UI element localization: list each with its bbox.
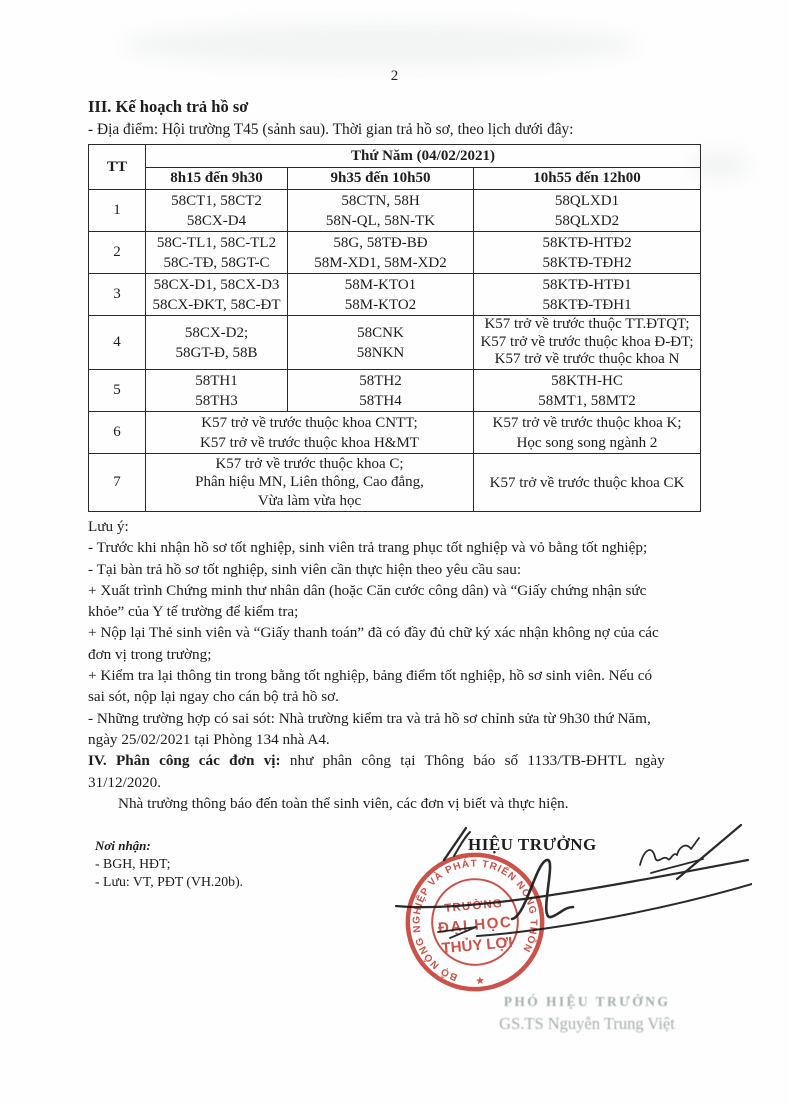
time-header-cell: 9h35 đến 10h50 <box>288 168 474 190</box>
section-3 <box>88 95 728 141</box>
slot12-cell <box>146 412 474 454</box>
deputy-signer-name: GS.TS Nguyễn Trung Việt <box>499 1014 675 1033</box>
text-line: 58M-XD1, 58M-XD2 <box>314 254 447 271</box>
stamp-center-line3: THỦY LỢI <box>440 934 514 958</box>
slot2-cell <box>288 274 474 316</box>
table-row <box>89 454 701 512</box>
stamp-star-icon: ★ <box>474 974 486 988</box>
text-line: 58KTH-HC <box>551 372 623 389</box>
tt-cell: 2 <box>89 232 146 274</box>
text-line: - Lưu: VT, PĐT (VH.20b). <box>95 874 244 889</box>
text-line: K57 trở về trước thuộc khoa Đ-ĐT; <box>480 333 694 350</box>
text-line: 58MT1, 58MT2 <box>538 392 636 409</box>
recipients-label: Nơi nhận: <box>95 838 151 853</box>
slot2-cell <box>288 190 474 232</box>
text-line: + Kiểm tra lại thông tin trong bằng tốt nghiệp, bảng điểm tốt nghiệp, hồ sơ sinh viên. Nếu có <box>88 667 653 685</box>
time-header-cell: 8h15 đến 9h30 <box>146 168 288 190</box>
text-line: K57 trở về trước thuộc khoa CNTT; <box>201 414 418 431</box>
text-line: 58CX-D1, 58CX-D3 <box>153 276 280 293</box>
slot2-cell <box>288 232 474 274</box>
deputy-signer-title: PHÓ HIỆU TRƯỞNG <box>503 994 671 1009</box>
slot3-cell <box>474 316 701 370</box>
text-line: Học song song ngành 2 <box>516 434 658 451</box>
handwritten-signature <box>380 816 752 968</box>
section-4-line2: 31/12/2020. <box>88 773 161 791</box>
notes-label: Lưu ý: <box>88 518 129 535</box>
tt-cell: 7 <box>89 454 146 512</box>
text-line: 58TH1 <box>195 372 238 389</box>
slot1-cell <box>146 370 288 412</box>
text-line: 58M-KTO2 <box>344 296 417 313</box>
text-line: 58GT-Đ, 58B <box>175 344 258 361</box>
text-line: 58CT1, 58CT2 <box>171 192 262 209</box>
slot3-cell <box>474 370 701 412</box>
notes-section <box>88 516 713 814</box>
signer-title: HIỆU TRƯỞNG <box>468 835 597 854</box>
text-line: 58G, 58TĐ-BĐ <box>333 234 428 251</box>
table-row <box>89 232 701 274</box>
table-row <box>89 190 701 232</box>
text-line: 58KTĐ-HTĐ1 <box>542 276 632 293</box>
tt-cell: 3 <box>89 274 146 316</box>
section-4-heading: IV. Phân công các đơn vị: <box>88 752 281 770</box>
text-line: 58M-KTO1 <box>344 276 417 293</box>
text-line: đơn vị trong trường; <box>88 645 212 663</box>
section-4-rest: như phân công tại Thông báo số 1133/TB-ĐHTL ngày <box>280 752 665 770</box>
scan-artifact <box>120 22 640 68</box>
tt-cell: 6 <box>89 412 146 454</box>
slot2-cell <box>288 370 474 412</box>
slot3-cell <box>474 232 701 274</box>
tt-cell: 5 <box>89 370 146 412</box>
text-line: 58TH2 <box>359 372 402 389</box>
slot3-cell <box>474 454 701 512</box>
slot3-cell <box>474 190 701 232</box>
table-header-row-day <box>89 145 701 168</box>
text-line: 58TH4 <box>359 392 402 409</box>
closing-line: Nhà trường thông báo đến toàn thể sinh viên, các đơn vị biết và thực hiện. <box>118 794 569 812</box>
tt-cell: 4 <box>89 316 146 370</box>
text-line: - Tại bàn trả hồ sơ tốt nghiệp, sinh viên cần thực hiện theo yêu cầu sau: <box>88 560 522 578</box>
text-line: 58CTN, 58H <box>341 192 420 209</box>
text-line: + Xuất trình Chứng minh thư nhân dân (hoặc Căn cước công dân) và “Giấy chứng nhận sức <box>88 581 647 599</box>
table-row <box>89 316 701 370</box>
text-line: 58KTĐ-HTĐ2 <box>542 234 632 251</box>
text-line: Phân hiệu MN, Liên thông, Cao đẳng, <box>195 474 424 491</box>
text-line: 58CNK <box>357 324 404 341</box>
text-line: K57 trở về trước thuộc khoa N <box>494 351 680 368</box>
table-row <box>89 370 701 412</box>
text-line: 58KTĐ-TĐH1 <box>542 296 632 313</box>
text-line: 58QLXD1 <box>554 192 620 209</box>
time-header-cell: 10h55 đến 12h00 <box>474 168 701 190</box>
text-line: - BGH, HĐT; <box>95 856 171 871</box>
text-line: - Trước khi nhận hồ sơ tốt nghiệp, sinh viên trả trang phục tốt nghiệp và vỏ bằng tốt nghiệp; <box>88 539 648 557</box>
table-row <box>89 274 701 316</box>
text-line: 58QLXD2 <box>554 212 620 229</box>
text-line: 58NKN <box>356 344 405 361</box>
recipients-block <box>95 837 315 891</box>
location-line: - Địa điểm: Hội trường T45 (sảnh sau). Thời gian trả hồ sơ, theo lịch dưới đây: <box>88 121 574 138</box>
section-3-heading: III. Kế hoạch trả hồ sơ <box>88 97 249 116</box>
text-line: 58N-QL, 58N-TK <box>325 212 436 229</box>
text-line: + Nộp lại Thẻ sinh viên và “Giấy thanh toán” đã có đầy đủ chữ ký xác nhận không nợ của các <box>88 624 659 642</box>
day-header-cell: Thứ Năm (04/02/2021) <box>146 145 701 168</box>
text-line: K57 trở về trước thuộc khoa CK <box>489 474 685 491</box>
tt-header-cell: TT <box>89 145 146 190</box>
stamp-center-line2: ĐẠI HỌC <box>437 913 514 937</box>
text-line: - Những trường hợp có sai sót: Nhà trường kiểm tra và trả hồ sơ chỉnh sửa từ 9h30 thứ Năm, <box>88 709 651 727</box>
text-line: ngày 25/02/2021 tại Phòng 134 nhà A4. <box>88 730 330 748</box>
text-line: K57 trở về trước thuộc khoa C; <box>215 455 404 472</box>
notes-lines <box>88 537 713 750</box>
table-header-row-times <box>89 168 701 190</box>
slot3-cell <box>474 274 701 316</box>
tt-cell: 1 <box>89 190 146 232</box>
slot12-cell <box>146 454 474 512</box>
text-line: 58C-TL1, 58C-TL2 <box>156 234 277 251</box>
text-line: K57 trở về trước thuộc khoa H&MT <box>200 434 419 451</box>
text-line: K57 trở về trước thuộc khoa K; <box>492 414 682 431</box>
text-line: 58CX-ĐKT, 58C-ĐT <box>152 296 281 313</box>
schedule-table <box>88 144 701 512</box>
text-line: sai sót, nộp lại ngay cho cán bộ trả hồ sơ. <box>88 688 339 706</box>
text-line: khỏe” của Y tế trường để kiểm tra; <box>88 603 299 621</box>
slot1-cell <box>146 232 288 274</box>
text-line: K57 trở về trước thuộc TT.ĐTQT; <box>484 316 690 333</box>
slot1-cell <box>146 190 288 232</box>
text-line: Vừa làm vừa học <box>257 492 362 509</box>
slot1-cell <box>146 274 288 316</box>
text-line: 58CX-D2; <box>184 324 249 341</box>
text-line: 58CX-D4 <box>186 212 247 229</box>
deputy-signer-block <box>462 991 712 1035</box>
slot2-cell <box>288 316 474 370</box>
slot1-cell <box>146 316 288 370</box>
table-row <box>89 412 701 454</box>
text-line: 58TH3 <box>195 392 238 409</box>
slot3-cell <box>474 412 701 454</box>
page-number: 2 <box>390 68 399 84</box>
text-line: 58KTĐ-TĐH2 <box>542 254 632 271</box>
stamp-ring-text: BỘ NÔNG NGHIỆP VÀ PHÁT TRIỂN NÔNG THÔN <box>411 858 539 983</box>
text-line: 58C-TĐ, 58GT-C <box>163 254 270 271</box>
section-4-line1 <box>88 750 713 771</box>
recipients-list <box>95 855 315 891</box>
stamp-center-line1: TRƯỜNG <box>443 896 504 915</box>
